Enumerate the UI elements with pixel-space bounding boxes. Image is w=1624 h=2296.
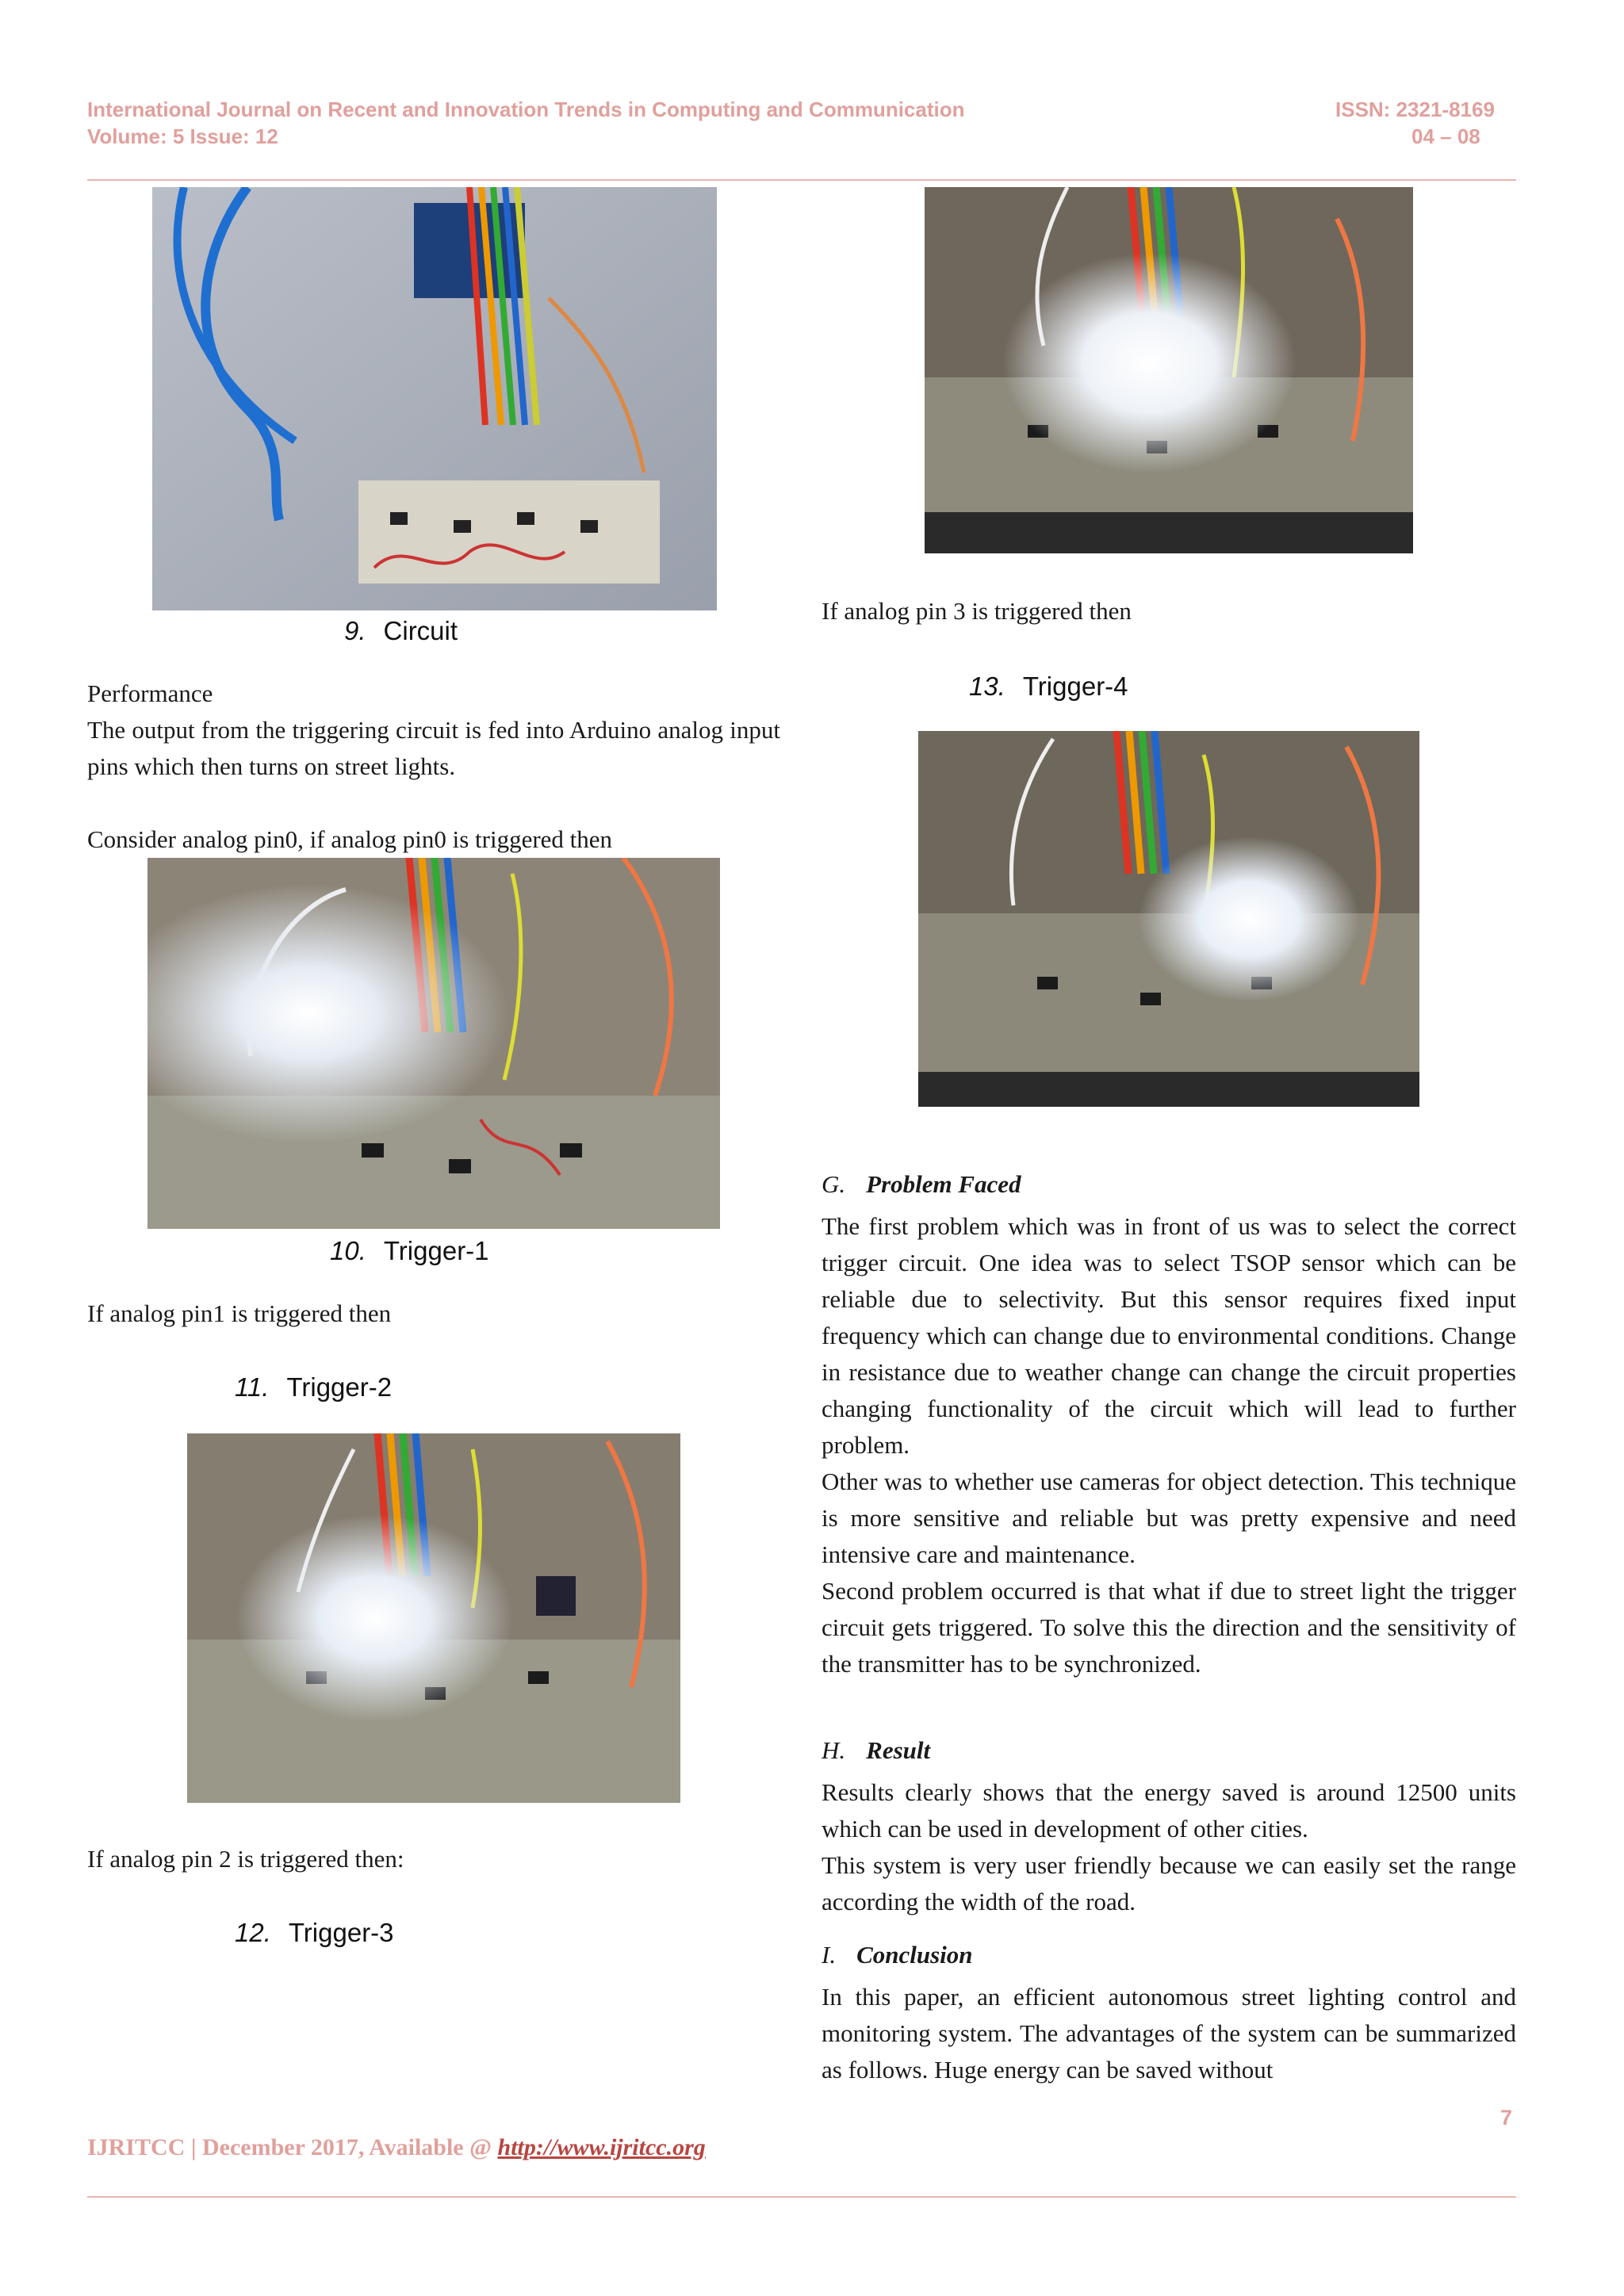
figure-11-caption (235, 1372, 392, 1403)
figure-number: 12. (235, 1918, 271, 1947)
problem-paragraph-1: The first problem which was in front of us was to select the correct trigger circuit. One idea was to select TSOP sensor which can be reliable due to selectivity. But this sensor requires fixed input frequency which can change due to environmental conditions. Change in resistance due to weather change can change the circuit properties changing functionality of the circuit which will lead to further problem. (822, 1212, 1516, 1459)
figure-13-caption (969, 671, 1128, 702)
performance-paragraph: The output from the triggering circuit is fed into Arduino analog input pins which then turns on street lights. (87, 716, 780, 780)
pin1-paragraph: If analog pin1 is triggered then (87, 1299, 392, 1327)
figure-10-caption (330, 1235, 489, 1267)
section-letter: G. (822, 1170, 846, 1198)
consider-paragraph: Consider analog pin0, if analog pin0 is triggered then (87, 825, 613, 853)
performance-heading: Performance (87, 679, 213, 707)
section-title: Problem Faced (866, 1170, 1021, 1198)
header-rule (87, 179, 1516, 181)
pin3-paragraph: If analog pin 3 is triggered then (822, 597, 1132, 625)
journal-link[interactable]: http://www.ijritcc.org (497, 2134, 706, 2160)
result-paragraph-2: This system is very user friendly because we can easily set the range according the width of the road. (822, 1851, 1516, 1915)
issn: ISSN: 2321-8169 (1335, 98, 1495, 121)
problem-paragraph-3: Second problem occurred is that what if due to street light the trigger circuit gets triggered. To solve this the direction and the sensitivity of the transmitter has to be synchronized. (822, 1577, 1516, 1678)
section-title: Result (866, 1736, 931, 1764)
page-range: 04 – 08 (1411, 124, 1480, 148)
pin2-paragraph: If analog pin 2 is triggered then: (87, 1845, 404, 1873)
section-h-heading (822, 1735, 930, 1766)
page-number: 7 (1500, 2106, 1513, 2130)
figure-9-caption (344, 615, 458, 647)
circuit-photo (152, 187, 717, 610)
figure-number: 11. (235, 1372, 270, 1402)
figure-label: Trigger-4 (1022, 672, 1128, 701)
figure-label: Trigger-1 (383, 1236, 489, 1265)
figure-number: 10. (330, 1236, 366, 1265)
figure-label: Trigger-2 (286, 1372, 393, 1402)
figure-label: Circuit (383, 616, 458, 645)
problem-paragraph-2: Other was to whether use cameras for object detection. This technique is more sensitive and reliable but was pretty expensive and need intensive care and maintenance. (822, 1468, 1516, 1568)
result-paragraph-1: Results clearly shows that the energy saved is around 12500 units which can be used in development of other cities. (822, 1778, 1516, 1843)
figure-number: 9. (344, 616, 366, 645)
conclusion-paragraph: In this paper, an efficient autonomous street lighting control and monitoring system. The advantages of the system can be summarized as follows. Huge energy can be saved without (822, 1983, 1516, 2084)
footer-rule (87, 2196, 1516, 2198)
figure-12-caption (235, 1917, 394, 1949)
figure-number: 13. (969, 672, 1005, 701)
figure-label: Trigger-3 (288, 1918, 394, 1947)
section-letter: H. (822, 1736, 846, 1764)
trigger-2-photo (187, 1433, 680, 1803)
section-letter: I. (822, 1941, 837, 1969)
trigger-3-photo (925, 187, 1413, 553)
section-g-heading (822, 1169, 1021, 1200)
trigger-1-photo (147, 858, 720, 1229)
trigger-4-photo (918, 731, 1419, 1107)
section-i-heading (822, 1939, 973, 1971)
section-title: Conclusion (856, 1941, 973, 1969)
footer-text (87, 2134, 706, 2161)
volume-issue: Volume: 5 Issue: 12 (87, 124, 278, 148)
journal-title: International Journal on Recent and Innovation Trends in Computing and Communication (87, 98, 965, 121)
footer-label: IJRITCC | December 2017, Available @ (87, 2134, 498, 2160)
